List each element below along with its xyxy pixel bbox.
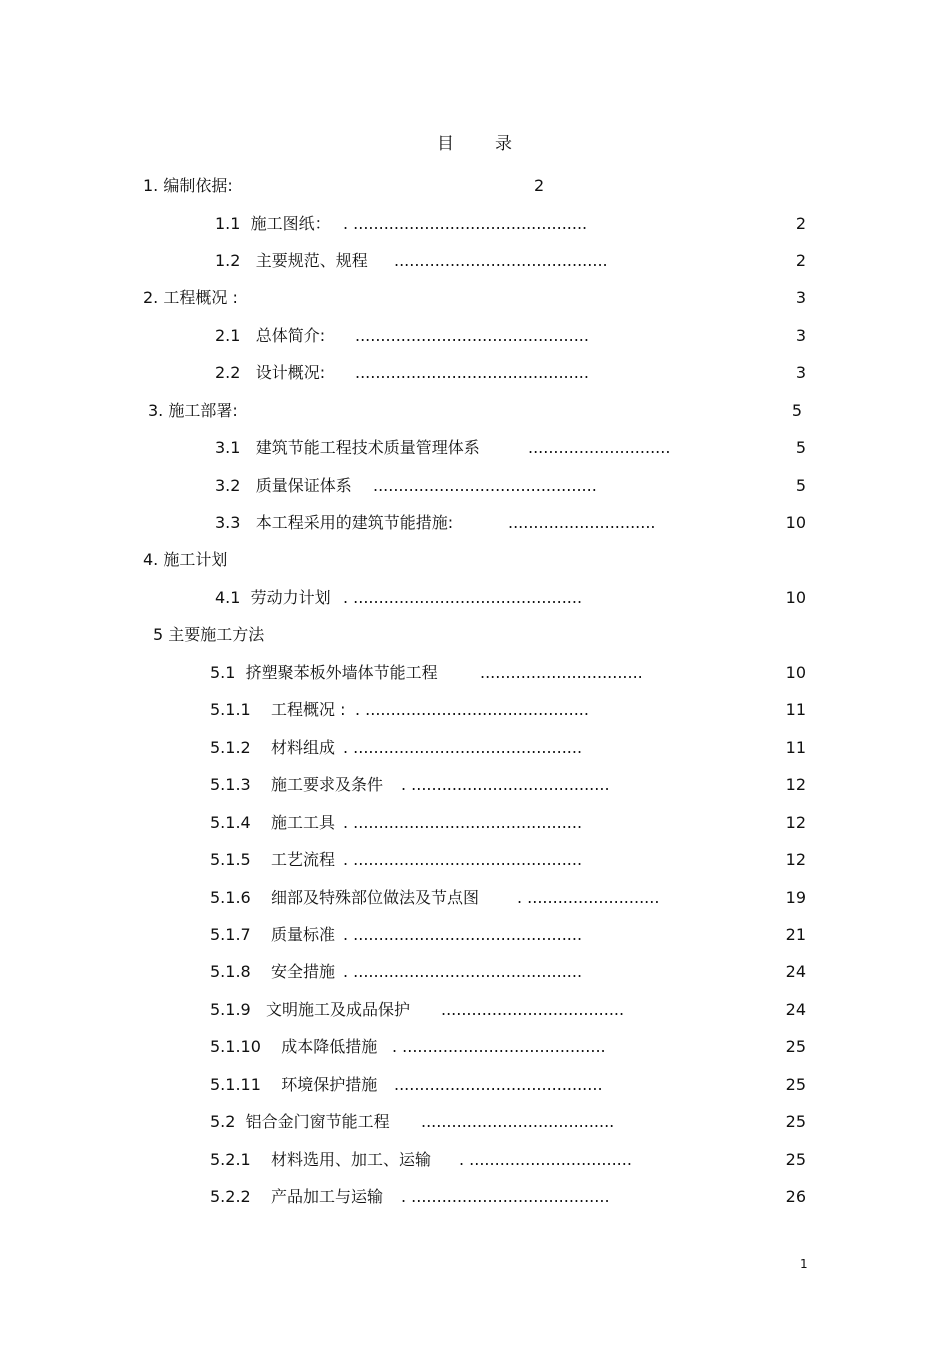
toc-entry-page: 12 — [785, 813, 806, 832]
toc-entry-leader: . ................................ — [459, 1150, 632, 1169]
toc-entry-page: 10 — [785, 513, 806, 532]
toc-entry-leader: . .......................... — [517, 888, 660, 907]
toc-entry-leader: ......................................... — [394, 1075, 603, 1094]
toc-entry-label: 5.2 铝合金门窗节能工程 — [210, 1112, 390, 1131]
toc-entry-label: 5.1.9 文明施工及成品保护 — [210, 1000, 410, 1019]
toc-entry-page: 24 — [785, 962, 806, 981]
toc-entry-leader: ............................................ — [373, 476, 597, 495]
toc-entry-page: 12 — [785, 850, 806, 869]
toc-entry-leader: . ............................................. — [343, 850, 583, 869]
toc-entry-label: 5.1.1 工程概况 : — [210, 700, 346, 719]
toc-entry-label: 5 主要施工方法 — [153, 625, 265, 644]
toc-entry-label: 1.2 主要规范、规程 — [215, 251, 368, 270]
toc-entry-page: 2 — [795, 251, 806, 270]
toc-entry-label: 5.1.7 质量标准 — [210, 925, 336, 944]
toc-entry-page: 5 — [795, 476, 806, 495]
toc-entry-label: 5.1.3 施工要求及条件 — [210, 775, 384, 794]
toc-entry-label: 2. 工程概况 : — [143, 288, 238, 307]
toc-entry-label: 5.1.11 环境保护措施 — [210, 1075, 378, 1094]
toc-entry-label: 3.3 本工程采用的建筑节能措施: — [215, 513, 454, 532]
toc-entry-leader: .................................... — [441, 1000, 625, 1019]
toc-entry-page: 26 — [785, 1187, 806, 1206]
toc-entry-leader: . ............................................. — [343, 588, 583, 607]
toc-entry-label: 5.1.8 安全措施 — [210, 962, 336, 981]
toc-entry-leader: ............................. — [508, 513, 656, 532]
toc-entry-page: 10 — [785, 663, 806, 682]
toc-entry-leader: . ............................................. — [343, 813, 583, 832]
toc-entry-leader: . ........................................ — [392, 1037, 606, 1056]
toc-entry-label: 2.2 设计概况: — [215, 363, 326, 382]
toc-entry-page: 25 — [785, 1075, 806, 1094]
toc-entry-leader: ................................ — [480, 663, 643, 682]
toc-entry-label: 2.1 总体简介: — [215, 326, 326, 345]
toc-entry-label: 3.2 质量保证体系 — [215, 476, 352, 495]
toc-entry-leader: . ............................................. — [343, 962, 583, 981]
toc-entry-page: 2 — [795, 214, 806, 233]
toc-entry-leader: . ............................................. — [343, 925, 583, 944]
toc-entry-label: 5.1.4 施工工具 — [210, 813, 336, 832]
toc-entry-label: 5.1.10 成本降低措施 — [210, 1037, 378, 1056]
toc-entry-label: 4.1 劳动力计划 — [215, 588, 331, 607]
toc-entry-page: 25 — [785, 1150, 806, 1169]
toc-entry-page: 19 — [785, 888, 806, 907]
toc-entry-page: 11 — [785, 700, 806, 719]
toc-entry-leader: .............................................. — [355, 363, 589, 382]
toc-entry-page: 10 — [785, 588, 806, 607]
toc-entry-page: 11 — [785, 738, 806, 757]
toc-entry-leader: . ............................................ — [355, 700, 589, 719]
toc-entry-page: 3 — [795, 288, 806, 307]
toc-entry-page: 5 — [795, 438, 806, 457]
toc-entry-label: 1.1 施工图纸： — [215, 214, 331, 233]
toc-entry-leader: ...................................... — [421, 1112, 615, 1131]
toc-entry-label: 3. 施工部署: — [148, 401, 238, 420]
toc-entry-page: 3 — [795, 363, 806, 382]
toc-entry-page: 12 — [785, 775, 806, 794]
toc-entry-label: 5.1.5 工艺流程 — [210, 850, 336, 869]
toc-entry-leader: .............................................. — [355, 326, 589, 345]
toc-entry-leader: . ............................................. — [343, 738, 583, 757]
toc-entry-page: 21 — [785, 925, 806, 944]
toc-entry-label: 5.1 挤塑聚苯板外墙体节能工程 — [210, 663, 438, 682]
toc-entry-leader: .......................................... — [394, 251, 608, 270]
toc-entry-label: 5.2.2 产品加工与运输 — [210, 1187, 384, 1206]
toc-entry-page: 5 — [791, 401, 802, 420]
toc-entry-page: 3 — [795, 326, 806, 345]
toc-entry-label: 3.1 建筑节能工程技术质量管理体系 — [215, 438, 480, 457]
toc-title-left: 目 — [437, 134, 454, 154]
toc-entry-page: 25 — [785, 1037, 806, 1056]
toc-entry-label: 1. 编制依据: — [143, 176, 233, 195]
toc-entry-leader: . .............................................. — [343, 214, 588, 233]
toc-title-right: 录 — [495, 134, 512, 154]
toc-entry-page: 2 — [534, 176, 545, 195]
toc-entry-leader: ............................ — [528, 438, 671, 457]
toc-entry-label: 5.1.6 细部及特殊部位做法及节点图 — [210, 888, 480, 907]
toc-entry-label: 4. 施工计划 — [143, 550, 228, 569]
toc-entry-leader: . ....................................... — [401, 775, 610, 794]
toc-entry-leader: . ....................................... — [401, 1187, 610, 1206]
page-number: 1 — [800, 1257, 808, 1271]
toc-entry-label: 5.2.1 材料选用、加工、运输 — [210, 1150, 432, 1169]
toc-entry-page: 24 — [785, 1000, 806, 1019]
toc-entry-page: 25 — [785, 1112, 806, 1131]
toc-entry-label: 5.1.2 材料组成 — [210, 738, 336, 757]
